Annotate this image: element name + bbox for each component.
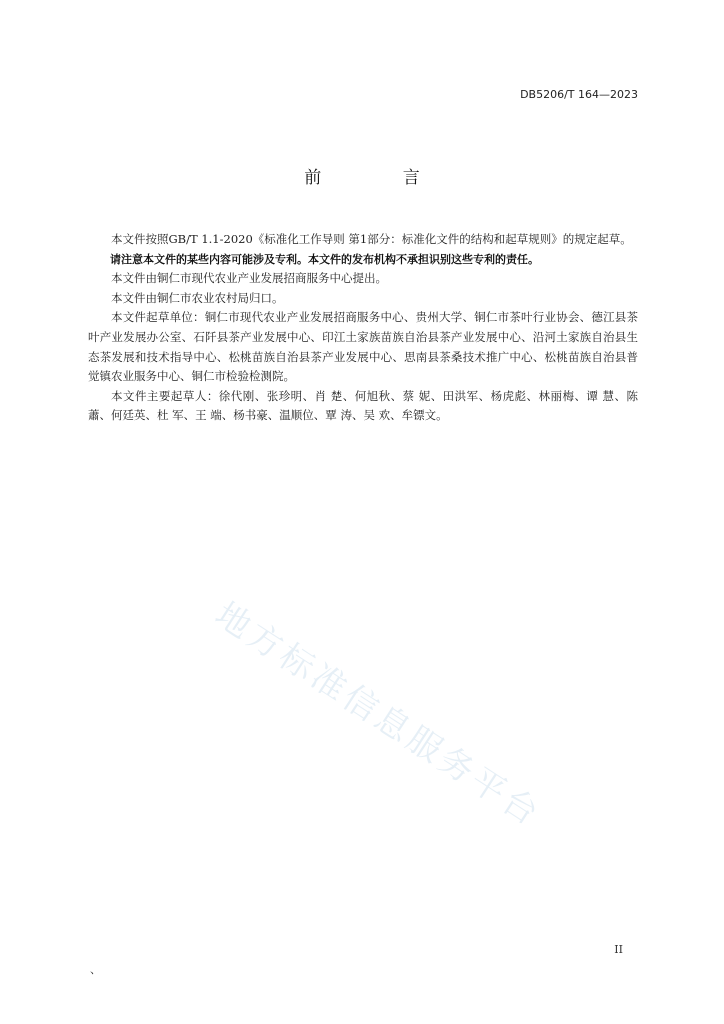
paragraph-centralized: 本文件由铜仁市农业农村局归口。 (111, 290, 284, 305)
paragraph-main-drafters: 本文件主要起草人：徐代刚、张珍明、肖 楚、何旭秋、蔡 妮、田洪军、杨虎彪、林丽梅、谭 慧、陈 蕭、何廷英、杜 军、王 端、杨书豪、温顺位、覃 涛、吴 欢、牟镖文。 (88, 388, 638, 423)
watermark: 地方标准信息服务平台 (207, 594, 549, 836)
paragraph-proposer: 本文件由铜仁市现代农业产业发展招商服务中心提出。 (111, 271, 387, 286)
foreword-body (88, 230, 638, 426)
page-number: II (614, 943, 623, 956)
paragraph-patent-notice: 请注意本文件的某些内容可能涉及专利。本文件的发布机构不承担识别这些专利的责任。 (110, 252, 539, 266)
corner-mark: 、 (90, 963, 101, 976)
paragraph-drafting-units: 本文件起草单位：铜仁市现代农业产业发展招商服务中心、贵州大学、铜仁市茶叶行业协会、德江县茶叶产业发展办公室、石阡县茶产业发展中心、印江土家族苗族自治县茶产业发展中心、沿河土家族自治县生态茶发展和技术指导中心、松桃苗族自治县茶产业发展中心、思南县茶桑技术推广中心、松桃苗族自治县普觉镇农业服务中心、铜仁市检验检测院。 (88, 310, 638, 384)
paragraph-drafting-rule: 本文件按照GB/T 1.1-2020《标准化工作导则 第1部分：标准化文件的结构和起草规则》的规定起草。 (111, 232, 632, 246)
page-title: 前 言 (304, 168, 458, 188)
document-code: DB5206/T 164—2023 (520, 88, 638, 101)
